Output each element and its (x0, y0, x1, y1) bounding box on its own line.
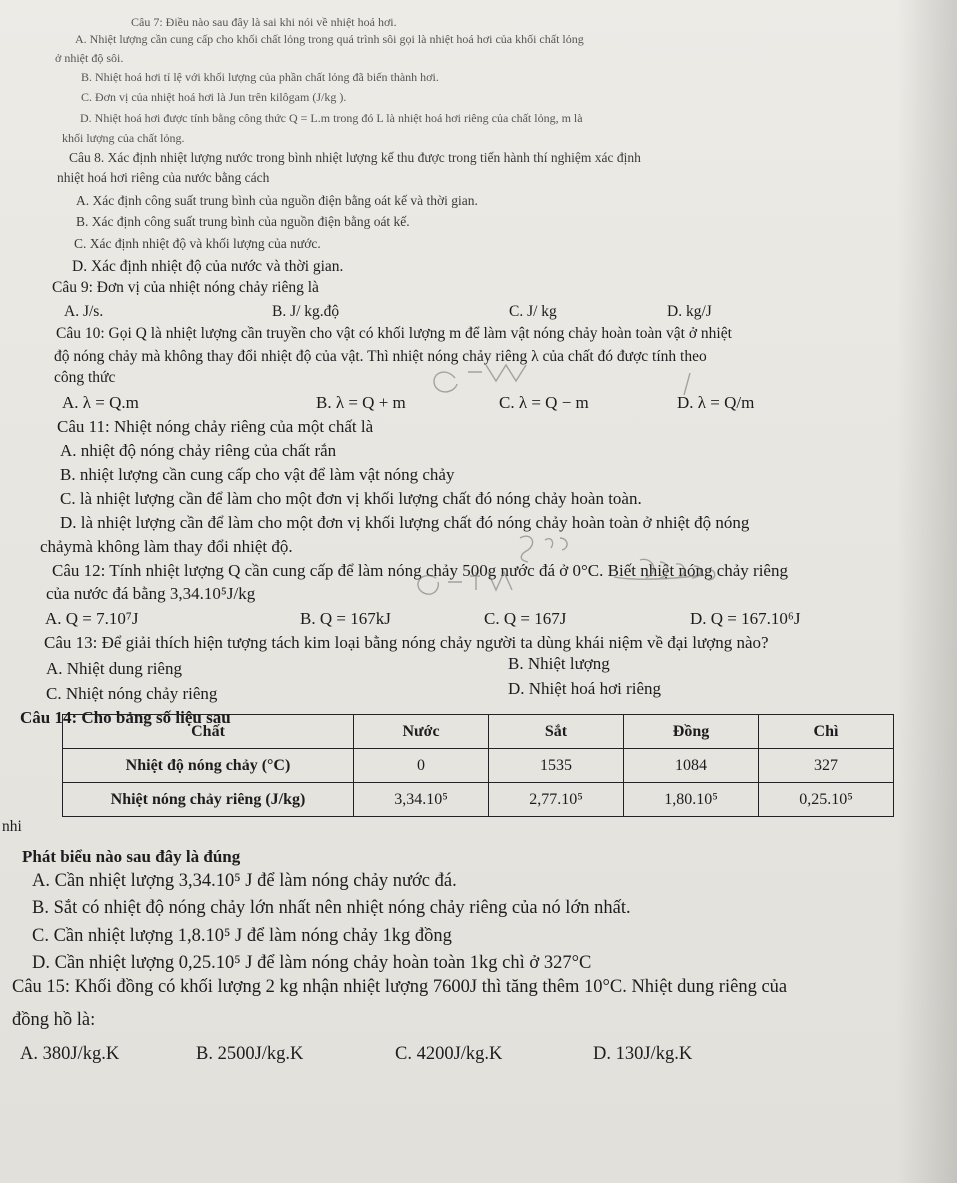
q10-option-c: C. λ = Q − m (499, 393, 589, 412)
q9-title: Câu 9: Đơn vị của nhiệt nóng chảy riêng là (52, 279, 319, 296)
q7-option-a: A. Nhiệt lượng cần cung cấp cho khối chất lỏng trong quá trình sôi gọi là nhiệt hoá hơi của khối chất lỏng (75, 32, 584, 46)
q12-title: Câu 12: Tính nhiệt lượng Q cần cung cấp để làm nóng chảy 500g nước đá ở 0°C. Biết nhiệt nóng chảy riêng (52, 561, 788, 580)
q7-option-a-cont: ở nhiệt độ sôi. (55, 51, 124, 65)
q8-option-a: A. Xác định công suất trung bình của nguồn điện bằng oát kế và thời gian. (76, 193, 478, 208)
q13-option-a: A. Nhiệt dung riêng (46, 659, 182, 678)
q11-option-b: B. nhiệt lượng cần cung cấp cho vật để làm vật nóng chảy (60, 465, 455, 484)
q13-option-c: C. Nhiệt nóng chảy riêng (46, 684, 218, 703)
q15-option-c: C. 4200J/kg.K (395, 1044, 503, 1064)
q12-option-c: C. Q = 167J (484, 609, 567, 628)
q10-title-cont2: công thức (54, 369, 116, 386)
q8-option-d: D. Xác định nhiệt độ của nước và thời gian. (72, 258, 344, 275)
table-cell: 327 (759, 749, 894, 783)
table-header-cell: Chì (759, 715, 894, 749)
q14-option-d: D. Cần nhiệt lượng 0,25.10⁵ J để làm nóng chảy hoàn toàn 1kg chì ở 327°C (32, 953, 592, 973)
q14-option-a: A. Cần nhiệt lượng 3,34.10⁵ J để làm nóng chảy nước đá. (32, 871, 457, 891)
q7-option-b: B. Nhiệt hoá hơi tỉ lệ với khối lượng của phần chất lỏng đã biến thành hơi. (81, 70, 439, 84)
q11-option-d-cont: chảymà không làm thay đổi nhiệt độ. (40, 537, 293, 556)
table-header-cell: Đồng (624, 715, 759, 749)
table-row-label: Nhiệt độ nóng chảy (°C) (63, 749, 354, 783)
q9-option-a: A. J/s. (64, 303, 104, 320)
q9-option-c: C. J/ kg (509, 303, 557, 320)
q11-option-a: A. nhiệt độ nóng chảy riêng của chất rắn (60, 441, 337, 460)
q15-title: Câu 15: Khối đồng có khối lượng 2 kg nhận nhiệt lượng 7600J thì tăng thêm 10°C. Nhiệt dung riêng của (12, 977, 788, 997)
q10-title: Câu 10: Gọi Q là nhiệt lượng cần truyền cho vật có khối lượng m để làm vật nóng chảy hoàn toàn vật ở nhiệt (56, 325, 732, 342)
table-header-cell: Nước (354, 715, 489, 749)
q12-option-b: B. Q = 167kJ (300, 609, 391, 628)
q8-title: Câu 8. Xác định nhiệt lượng nước trong bình nhiệt lượng kế thu được trong tiến hành thí nghiệm xác định (69, 150, 641, 165)
q9-option-b: B. J/ kg.độ (272, 303, 340, 320)
q10-option-a: A. λ = Q.m (62, 393, 139, 412)
q15-option-d: D. 130J/kg.K (593, 1044, 693, 1064)
q11-option-c: C. là nhiệt lượng cần để làm cho một đơn vị khối lượng chất đó nóng chảy hoàn toàn. (60, 489, 642, 508)
q10-title-cont: độ nóng chảy mà không thay đổi nhiệt độ của vật. Thì nhiệt nóng chảy riêng λ của chất đó được tính theo (54, 348, 707, 365)
q15-option-a: A. 380J/kg.K (20, 1044, 120, 1064)
table-header-cell: Chất (63, 715, 354, 749)
table-header-cell: Sắt (489, 715, 624, 749)
q14-prompt: Phát biểu nào sau đây là đúng (22, 847, 241, 866)
q10-option-d: D. λ = Q/m (677, 393, 755, 412)
table-cell: 0,25.10⁵ (759, 783, 894, 817)
q7-option-d: D. Nhiệt hoá hơi được tính bằng công thức Q = L.m trong đó L là nhiệt hoá hơi riêng của chất lỏng, m là (80, 111, 583, 125)
q8-title-cont: nhiệt hoá hơi riêng của nước bằng cách (57, 170, 270, 185)
q14-option-c: C. Cần nhiệt lượng 1,8.10⁵ J để làm nóng chảy 1kg đồng (32, 926, 452, 946)
q7-option-d-cont: khối lượng của chất lỏng. (62, 131, 185, 145)
table-cell: 2,77.10⁵ (489, 783, 624, 817)
q12-option-d: D. Q = 167.10⁶J (690, 609, 801, 628)
q11-option-d: D. là nhiệt lượng cần để làm cho một đơn vị khối lượng chất đó nóng chảy hoàn toàn ở nhiệt độ nóng (60, 513, 750, 532)
q10-option-b: B. λ = Q + m (316, 393, 406, 412)
page-edge-shadow (897, 0, 957, 1183)
q12-title-cont: của nước đá bằng 3,34.10⁵J/kg (46, 584, 256, 603)
q14-option-b: B. Sắt có nhiệt độ nóng chảy lớn nhất nên nhiệt nóng chảy riêng của nó lớn nhất. (32, 898, 631, 918)
q14-title: Câu 14: Cho bảng số liệu sau (20, 708, 231, 727)
q15-option-b: B. 2500J/kg.K (196, 1044, 304, 1064)
q7-title: Câu 7: Điều nào sau đây là sai khi nói về nhiệt hoá hơi. (131, 15, 397, 29)
q13-title: Câu 13: Để giải thích hiện tượng tách kim loại bằng nóng chảy người ta dùng khái niệm về đại lượng nào? (44, 633, 769, 652)
table-cell: 1535 (489, 749, 624, 783)
q13-option-b: B. Nhiệt lượng (508, 654, 610, 673)
q13-option-d: D. Nhiệt hoá hơi riêng (508, 679, 661, 698)
table-cell: 0 (354, 749, 489, 783)
q8-option-c: C. Xác định nhiệt độ và khối lượng của nước. (74, 236, 321, 251)
q11-title: Câu 11: Nhiệt nóng chảy riêng của một chất là (57, 417, 374, 436)
table-cell: 3,34.10⁵ (354, 783, 489, 817)
table-cell: 1084 (624, 749, 759, 783)
table-cell: 1,80.10⁵ (624, 783, 759, 817)
q12-option-a: A. Q = 7.10⁷J (45, 609, 139, 628)
q9-option-d: D. kg/J (667, 303, 712, 320)
table-row-label: Nhiệt nóng chảy riêng (J/kg) (63, 783, 354, 817)
q14-edge-text: nhi (2, 818, 22, 835)
q15-title-cont: đồng hồ là: (12, 1010, 96, 1030)
q7-option-c: C. Đơn vị của nhiệt hoá hơi là Jun trên kilôgam (J/kg ). (81, 90, 347, 104)
q8-option-b: B. Xác định công suất trung bình của nguồn điện bằng oát kế. (76, 214, 410, 229)
